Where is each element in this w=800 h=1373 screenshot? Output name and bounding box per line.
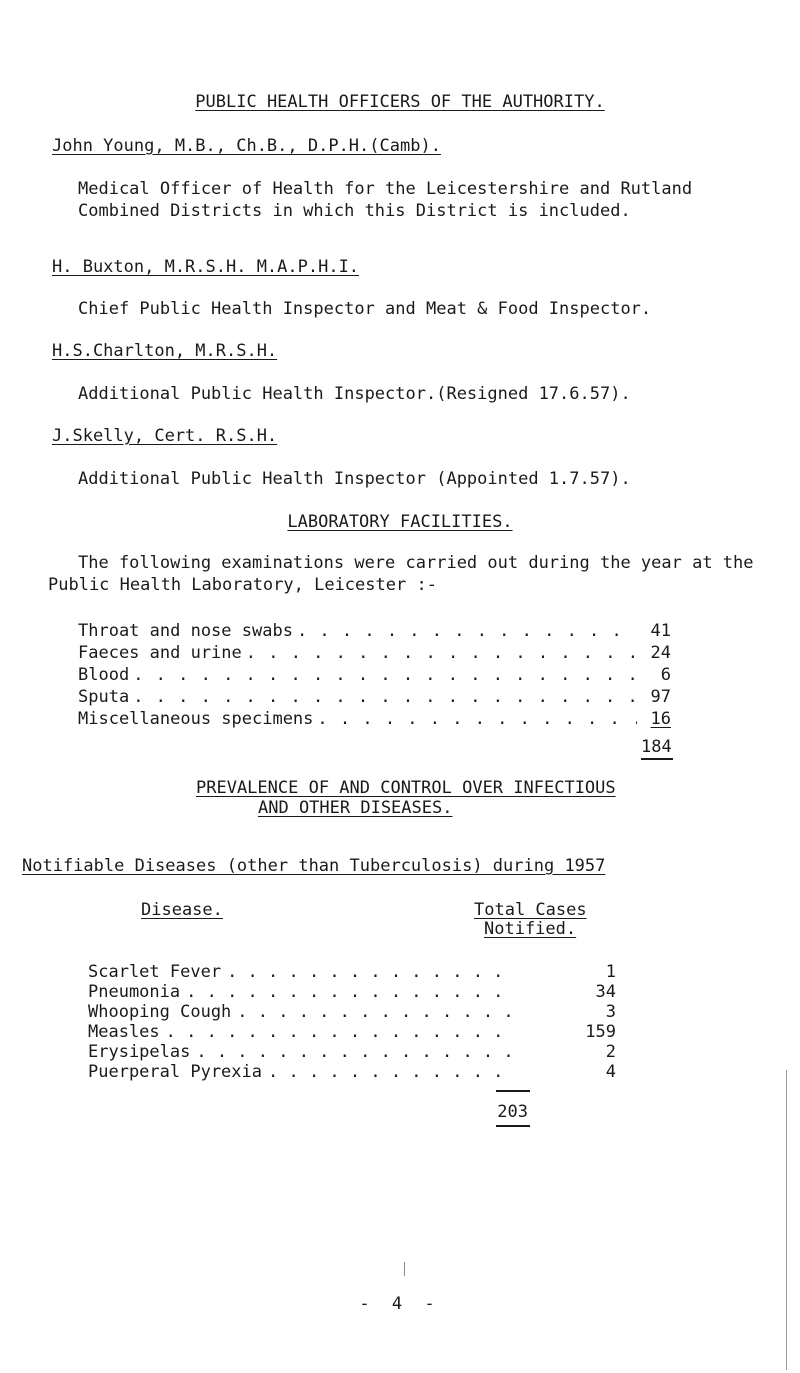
officer-role: Medical Officer of Health for the Leicestershire and Rutland Combined Districts in which this District is included. (78, 179, 693, 221)
disease-value: 159 (585, 1022, 616, 1042)
disease-row (88, 1002, 616, 1022)
lab-intro: The following examinations were carried out during the year at the Public Health Laboratory, Leicester :- (48, 553, 754, 595)
disease-label: Pneumonia (88, 982, 181, 1002)
dot-leader (196, 1042, 514, 1062)
prevalence-heading: PREVALENCE OF AND CONTROL OVER INFECTIOUS (196, 778, 616, 798)
dot-leader (237, 1002, 514, 1022)
total-rule (496, 1125, 530, 1127)
scan-mark (404, 1262, 405, 1276)
disease-row (88, 1062, 616, 1082)
officer-role: Additional Public Health Inspector.(Resigned 17.6.57). (78, 384, 631, 404)
officer-name: J.Skelly, Cert. R.S.H. (52, 426, 278, 446)
officer-name: H. Buxton, M.R.S.H. M.A.P.H.I. (52, 257, 360, 277)
page-heading: PUBLIC HEALTH OFFICERS OF THE AUTHORITY. (195, 92, 605, 112)
disease-label: Measles (88, 1022, 160, 1042)
prevalence-heading: AND OTHER DISEASES. (258, 798, 453, 818)
page-number: - 4 - (359, 1294, 441, 1314)
lab-label: Sputa (78, 687, 130, 707)
dot-leader (268, 1062, 514, 1082)
disease-row (88, 982, 616, 1002)
disease-row (88, 1022, 616, 1042)
disease-value: 2 (605, 1042, 616, 1062)
lab-row (78, 643, 671, 663)
disease-label: Whooping Cough (88, 1002, 232, 1022)
officer-name: H.S.Charlton, M.R.S.H. (52, 341, 278, 361)
total-rule (496, 1090, 530, 1092)
dot-leader (246, 643, 637, 663)
lab-total: 184 (641, 737, 672, 757)
lab-row (78, 687, 671, 707)
col-total-header: Total Cases (474, 900, 587, 920)
dot-leader (317, 709, 637, 729)
dot-leader (227, 962, 514, 982)
lab-value: 41 (650, 621, 671, 641)
dot-leader (166, 1022, 514, 1042)
disease-row (88, 1042, 616, 1062)
disease-label: Scarlet Fever (88, 962, 222, 982)
lab-label: Throat and nose swabs (78, 621, 293, 641)
disease-label: Erysipelas (88, 1042, 191, 1062)
lab-row (78, 709, 671, 729)
lab-value: 16 (650, 709, 671, 729)
disease-value: 3 (605, 1002, 616, 1022)
disease-label: Puerperal Pyrexia (88, 1062, 262, 1082)
col-total-header: Notified. (484, 919, 577, 939)
officer-role: Chief Public Health Inspector and Meat & Food Inspector. (78, 299, 652, 319)
dot-leader (186, 982, 514, 1002)
lab-row (78, 621, 671, 641)
officer-role: Additional Public Health Inspector (Appointed 1.7.57). (78, 469, 631, 489)
disease-value: 1 (605, 962, 616, 982)
lab-label: Faeces and urine (78, 643, 242, 663)
disease-row (88, 962, 616, 982)
total-rule (641, 758, 673, 760)
dot-leader (297, 621, 637, 641)
disease-value: 34 (595, 982, 616, 1002)
dot-leader (133, 665, 637, 685)
lab-heading: LABORATORY FACILITIES. (287, 512, 513, 532)
dot-leader (133, 687, 637, 707)
notifiable-subheading: Notifiable Diseases (other than Tuberculosis) during 1957 (22, 856, 606, 876)
lab-label: Blood (78, 665, 130, 685)
lab-value: 97 (650, 687, 671, 707)
lab-value: 6 (660, 665, 671, 685)
disease-value: 4 (605, 1062, 616, 1082)
col-disease-header: Disease. (141, 900, 223, 920)
officer-name: John Young, M.B., Ch.B., D.P.H.(Camb). (52, 136, 441, 156)
lab-label: Miscellaneous specimens (78, 709, 314, 729)
lab-value: 24 (650, 643, 671, 663)
lab-row (78, 665, 671, 685)
disease-total: 203 (497, 1102, 528, 1122)
margin-line (786, 1070, 787, 1370)
